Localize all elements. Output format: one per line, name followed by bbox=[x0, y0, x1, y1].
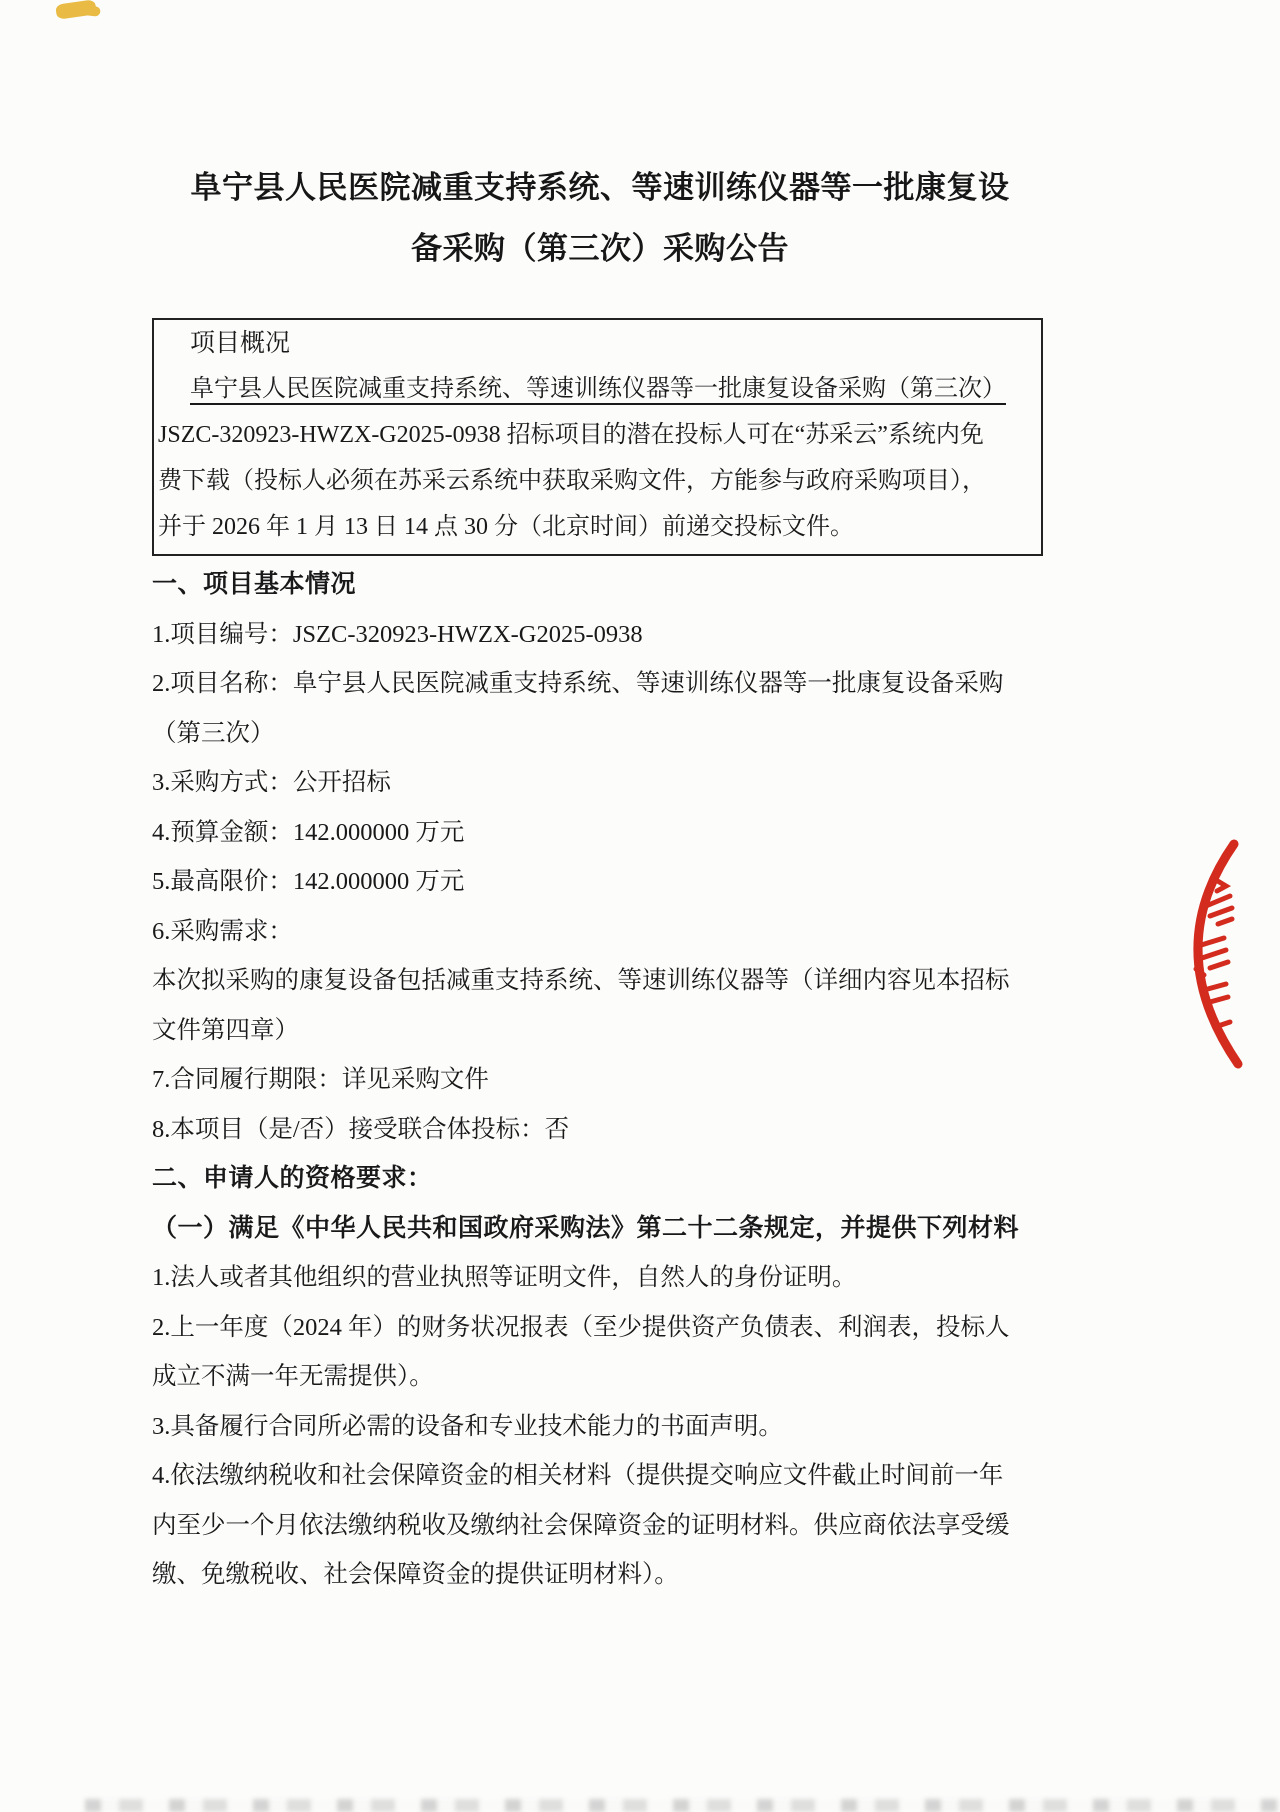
body-line: 3.采购方式：公开招标 bbox=[152, 769, 391, 796]
overview-line: JSZC-320923-HWZX-G2025-0938 招标项目的潜在投标人可在“苏采云”系统内免 bbox=[158, 422, 984, 448]
overview-line: 并于 2026 年 1 月 13 日 14 点 30 分（北京时间）前递交投标文件。 bbox=[158, 514, 854, 540]
project-overview-box bbox=[152, 318, 1043, 556]
body-line: （第三次） bbox=[152, 719, 275, 747]
body-line: 1.法人或者其他组织的营业执照等证明文件，自然人的身份证明。 bbox=[152, 1264, 857, 1291]
body-line: 一、项目基本情况 bbox=[152, 571, 357, 598]
body-line: 二、申请人的资格要求： bbox=[152, 1165, 433, 1192]
body-line: 8.本项目（是/否）接受联合体投标：否 bbox=[152, 1115, 570, 1143]
body-line: 1.项目编号：JSZC-320923-HWZX-G2025-0938 bbox=[152, 620, 643, 648]
body-line: 缴、免缴税收、社会保障资金的提供证明材料）。 bbox=[152, 1561, 679, 1588]
body-line: 文件第四章） bbox=[152, 1016, 299, 1044]
body-line: 成立不满一年无需提供）。 bbox=[152, 1363, 434, 1390]
body-line: 5.最高限价：142.000000 万元 bbox=[152, 868, 465, 895]
body-line: 4.预算金额：142.000000 万元 bbox=[152, 818, 465, 846]
official-red-seal-fragment bbox=[1158, 838, 1280, 1073]
project-name-underlined: 阜宁县人民医院减重支持系统、等速训练仪器等一批康复设备采购（第三次） bbox=[190, 376, 1006, 402]
body-line: 4.依法缴纳税收和社会保障资金的相关材料（提供提交响应文件截止时间前一年 bbox=[152, 1462, 1004, 1489]
body-line: 2.项目名称：阜宁县人民医院减重支持系统、等速训练仪器等一批康复设备采购 bbox=[152, 670, 1004, 697]
overview-box-lines bbox=[158, 412, 1037, 550]
title-line-2: 备采购（第三次）采购公告 bbox=[411, 231, 789, 266]
body-line: （一）满足《中华人民共和国政府采购法》第二十二条规定，并提供下列材料 bbox=[152, 1214, 1020, 1242]
body-line: 6.采购需求： bbox=[152, 917, 293, 945]
title-line-1: 阜宁县人民医院减重支持系统、等速训练仪器等一批康复设 bbox=[190, 170, 1010, 205]
body-line: 3.具备履行合同所必需的设备和专业技术能力的书面声明。 bbox=[152, 1412, 783, 1440]
document-title bbox=[0, 157, 1200, 279]
overview-line: 费下载（投标人必须在苏采云系统中获取采购文件，方能参与政府采购项目）， bbox=[158, 468, 986, 494]
scan-artifact-bottom-edge bbox=[85, 1799, 1280, 1812]
overview-box-heading: 项目概况 bbox=[190, 330, 291, 357]
body-line: 7.合同履行期限：详见采购文件 bbox=[152, 1066, 489, 1093]
body-text bbox=[152, 560, 1057, 1600]
body-line: 2.上一年度（2024 年）的财务状况报表（至少提供资产负债表、利润表，投标人 bbox=[152, 1313, 1010, 1341]
body-line: 内至少一个月依法缴纳税收及缴纳社会保障资金的证明材料。供应商依法享受缓 bbox=[152, 1511, 1010, 1539]
body-line: 本次拟采购的康复设备包括减重支持系统、等速训练仪器等（详细内容见本招标 bbox=[152, 967, 1010, 994]
yellow-corner-scan-artifact bbox=[55, 0, 97, 20]
